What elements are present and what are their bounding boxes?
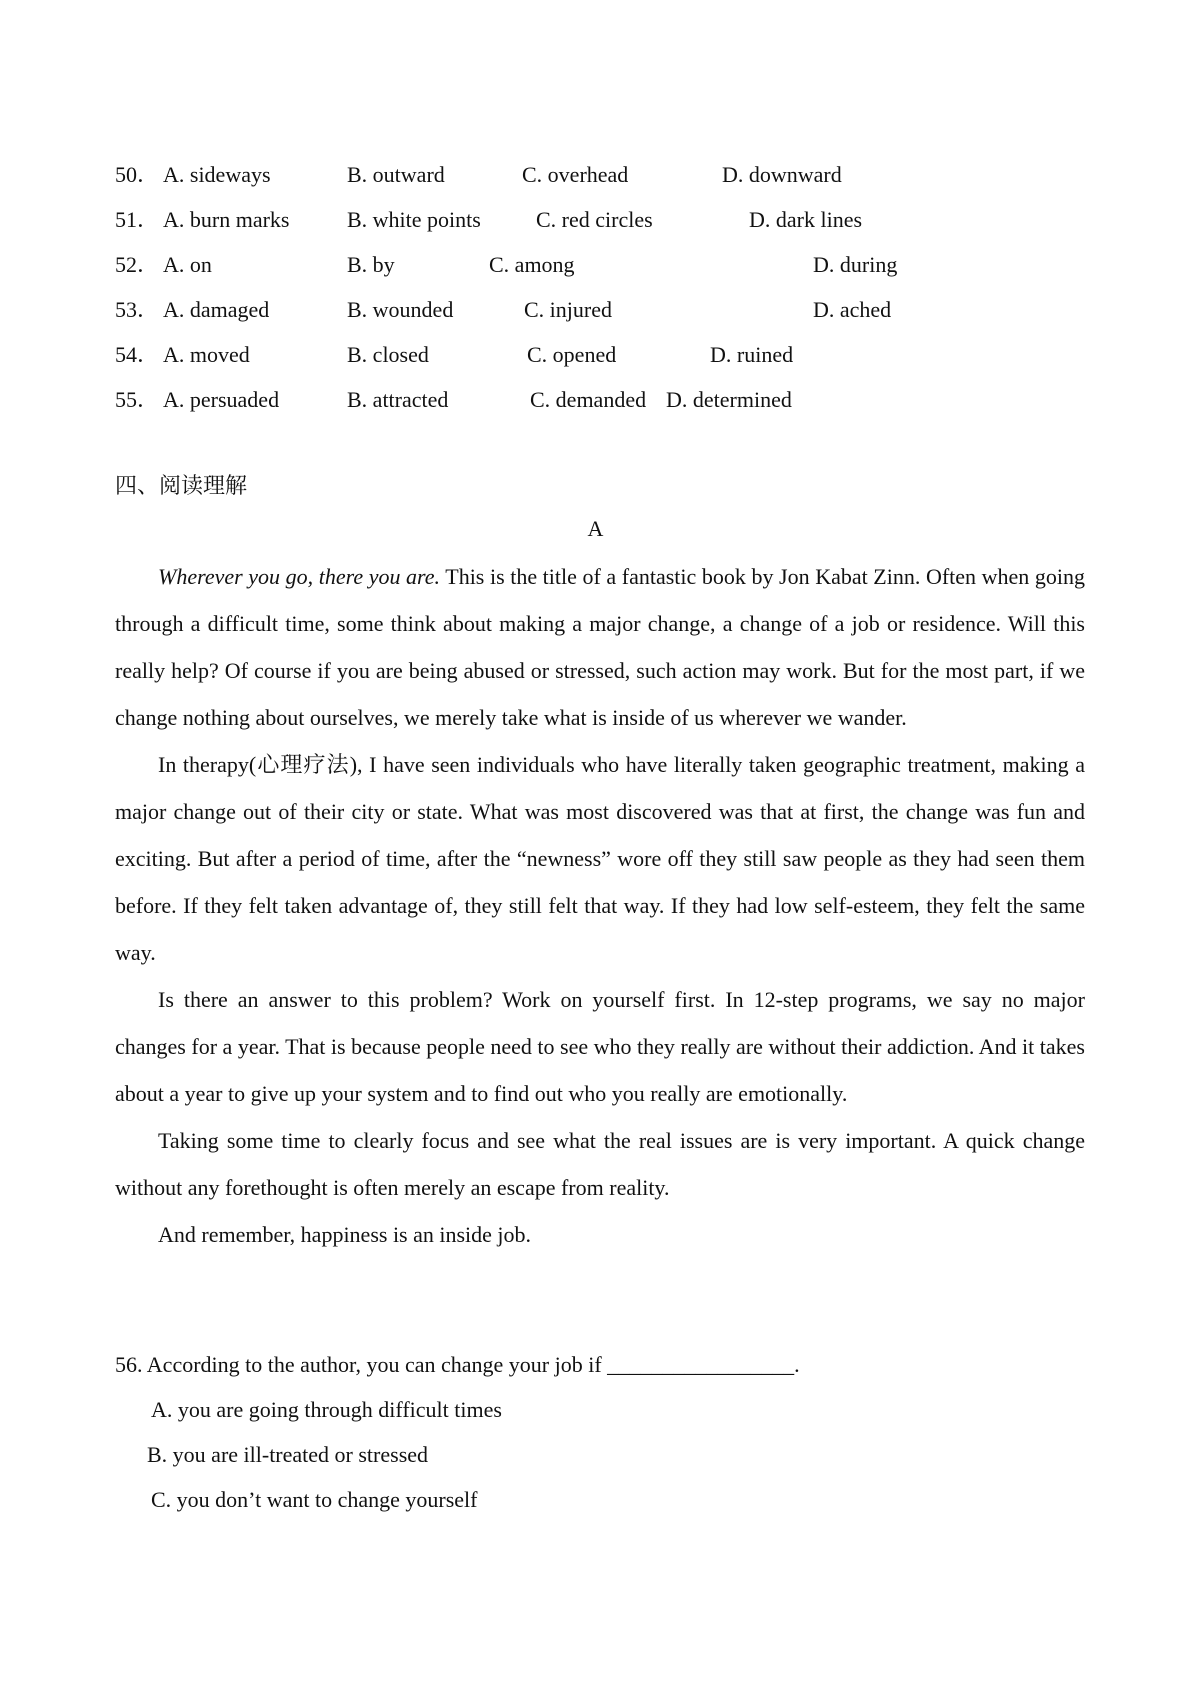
- cloze-row-53: [115, 287, 1075, 332]
- section-title: 四、阅读理解: [115, 473, 248, 498]
- passage-paragraph-3: Is there an answer to this problem? Work on yourself first. In 12-step programs, we say no major changes for a year. That is because people need to see who they really are without their addiction. And it takes about a year to give up your system and to find out who you really are emotionally.: [115, 987, 1085, 1106]
- question-stem: 56. According to the author, you can change your job if _________________.: [115, 1352, 800, 1377]
- passage-paragraph-5: And remember, happiness is an inside job.: [158, 1222, 532, 1247]
- option-a: A. persuaded: [163, 387, 280, 412]
- question-number: 55．: [115, 387, 160, 412]
- option-a: A. damaged: [163, 297, 270, 322]
- answer-option-a: A. you are going through difficult times: [151, 1397, 502, 1422]
- option-b: B. closed: [347, 342, 429, 367]
- option-d: D. during: [813, 252, 898, 277]
- option-a: A. moved: [163, 342, 250, 367]
- question-56: [115, 1342, 1085, 1522]
- passage-label: A: [587, 516, 604, 541]
- option-a: A. on: [163, 252, 212, 277]
- option-b: B. outward: [347, 162, 445, 187]
- option-c: C. among: [489, 252, 575, 277]
- reading-passage: [115, 553, 1085, 1258]
- passage-paragraph-1: [115, 553, 1085, 741]
- option-d: D. dark lines: [749, 207, 863, 232]
- option-d: D. downward: [722, 162, 842, 187]
- passage-paragraph-4: Taking some time to clearly focus and see what the real issues are is very important. A quick change without any forethought is often merely an escape from reality.: [115, 1128, 1085, 1200]
- question-number: 52．: [115, 252, 160, 277]
- answer-option-c: C. you don’t want to change yourself: [151, 1487, 478, 1512]
- option-a: A. sideways: [163, 162, 271, 187]
- option-d: D. ached: [813, 297, 892, 322]
- option-a: A. burn marks: [163, 207, 290, 232]
- passage-paragraph-2: In therapy(心理疗法), I have seen individuals who have literally taken geographic treatment, making a major change out of their city or state. What was most discovered was that at first, the change was fun and exciting. But after a period of time, after the “newness” wore off they still saw people as they had seen them before. If they felt taken advantage of, they still felt that way. If they had low self-esteem, they felt the same way.: [115, 752, 1085, 965]
- option-d: D. determined: [666, 387, 792, 412]
- cloze-row-54: [115, 332, 1075, 377]
- option-b: B. by: [347, 252, 395, 277]
- option-d: D. ruined: [710, 342, 794, 367]
- question-number: 50．: [115, 162, 160, 187]
- question-number: 54．: [115, 342, 160, 367]
- question-number: 51．: [115, 207, 160, 232]
- option-c: C. injured: [524, 297, 612, 322]
- option-c: C. overhead: [522, 162, 629, 187]
- cloze-options: [115, 152, 1075, 422]
- book-title: Wherever you go, there you are.: [158, 564, 441, 589]
- option-c: C. opened: [527, 342, 617, 367]
- option-b: B. attracted: [347, 387, 449, 412]
- question-number: 53．: [115, 297, 160, 322]
- answer-option-b: B. you are ill-treated or stressed: [147, 1442, 429, 1467]
- cloze-row-55: [115, 377, 1075, 422]
- option-b: B. white points: [347, 207, 481, 232]
- option-b: B. wounded: [347, 297, 454, 322]
- cloze-row-50: [115, 152, 1075, 197]
- cloze-row-51: [115, 197, 1075, 242]
- cloze-row-52: [115, 242, 1075, 287]
- paragraph-text: This is the title of a fantastic book by Jon Kabat Zinn. Often when going through a difficult time, some think about making a major change, a change of a job or residence. Will this really help? Of course if you are being abused or stressed, such action may work. But for the most part, if we change nothing about ourselves, we merely take what is inside of us wherever we wander.: [115, 564, 1085, 730]
- option-c: C. red circles: [536, 207, 653, 232]
- option-c: C. demanded: [530, 387, 647, 412]
